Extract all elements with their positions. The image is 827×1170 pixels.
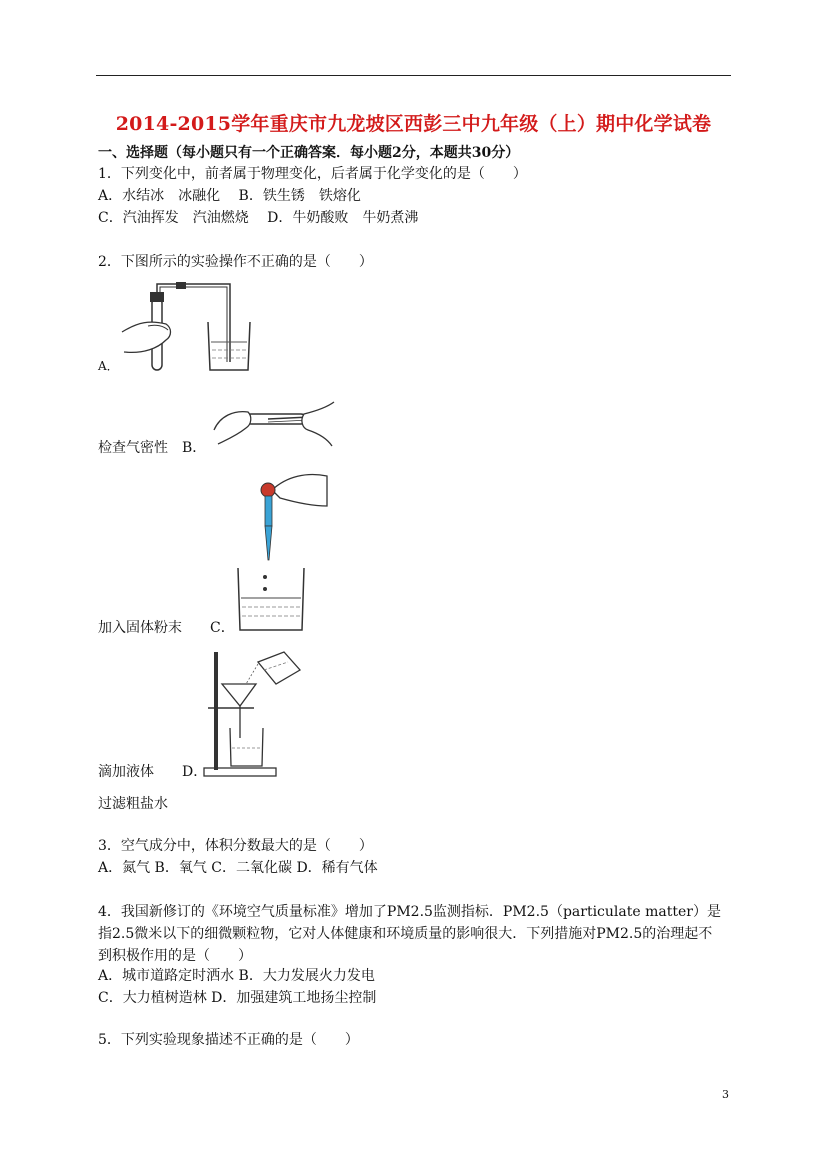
- figure-a-airtightness-check: [118, 280, 268, 375]
- header-rule: [96, 75, 731, 76]
- question-1-options-ab: A．水结冰 冰融化 B．铁生锈 铁熔化: [98, 188, 361, 204]
- question-4-options-cd: C．大力植树造林 D．加强建筑工地扬尘控制: [98, 990, 377, 1006]
- question-2-stem: 2．下图所示的实验操作不正确的是（ ）: [98, 254, 373, 270]
- question-4-stem: 4．我国新修订的《环境空气质量标准》增加了PM2.5监测指标．PM2.5（particulate matter）是指2.5微米以下的细微颗粒物，它对人体健康和环境质量的影响很大．下列措施对PM2.5的治理起不到积极作用的是（ ）: [98, 904, 721, 964]
- figure-d-filtration: [200, 650, 310, 780]
- caption-a-and-label-b: 检查气密性 B．: [98, 440, 207, 456]
- section-heading: 一、选择题（每小题只有一个正确答案．每小题2分，本题共30分）: [98, 145, 520, 161]
- figure-c-dropping-liquid: [232, 470, 332, 635]
- question-3-stem: 3．空气成分中，体积分数最大的是（ ）: [98, 838, 373, 854]
- question-5-stem: 5．下列实验现象描述不正确的是（ ）: [98, 1032, 359, 1048]
- caption-c-and-label-d: 滴加液体 D．: [98, 764, 208, 780]
- caption-b-and-label-c: 加入固体粉末 C．: [98, 620, 235, 636]
- question-4-options-ab: A．城市道路定时洒水 B．大力发展火力发电: [98, 968, 375, 984]
- page-title: 2014-2015学年重庆市九龙坡区西彭三中九年级（上）期中化学试卷: [115, 113, 712, 135]
- figure-a-label: A．: [98, 359, 119, 373]
- page-number: 3: [722, 1088, 729, 1101]
- caption-d: 过滤粗盐水: [98, 796, 168, 812]
- question-1-stem: 1．下列变化中，前者属于物理变化，后者属于化学变化的是（ ）: [98, 166, 527, 182]
- question-1-options-cd: C．汽油挥发 汽油燃烧 D．牛奶酸败 牛奶煮沸: [98, 210, 419, 226]
- question-3-options: A．氮气 B．氧气 C．二氧化碳 D．稀有气体: [98, 860, 378, 876]
- figure-b-add-powder: [208, 392, 338, 448]
